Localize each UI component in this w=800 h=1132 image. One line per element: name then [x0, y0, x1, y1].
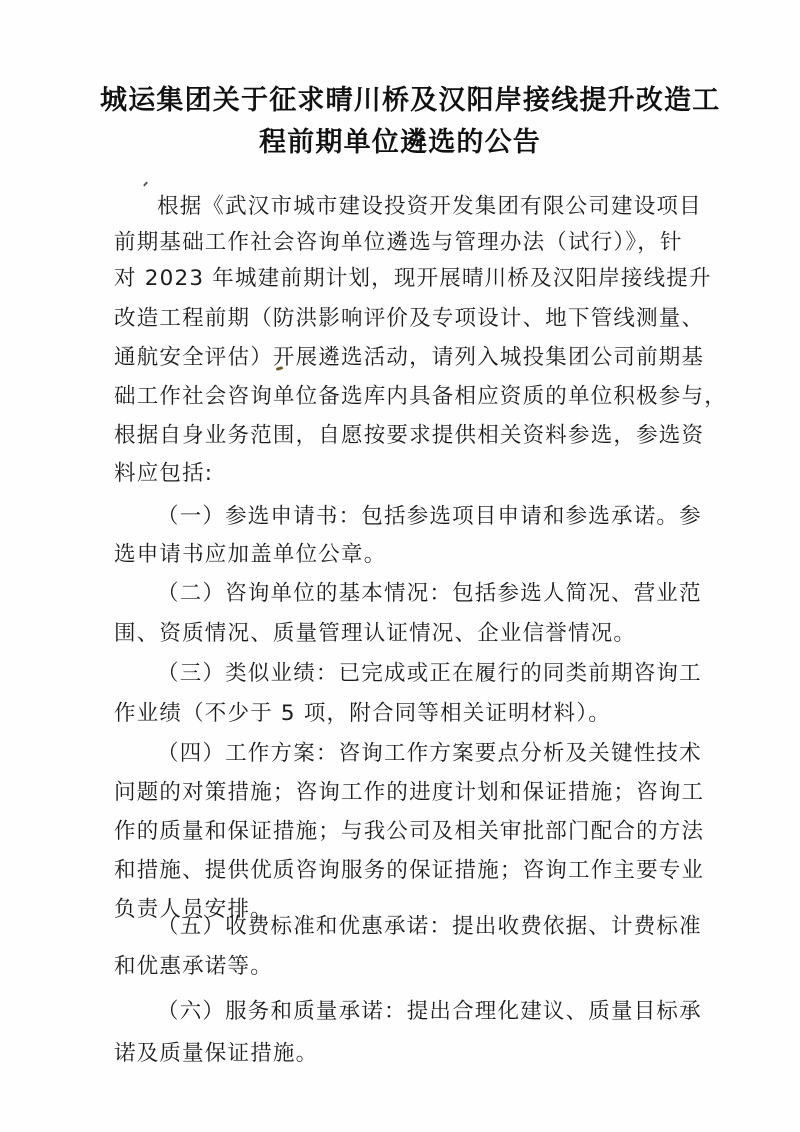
document-title: [100, 80, 721, 164]
text-line: 问题的对策措施；咨询工作的进度计划和保证措施；咨询工: [114, 780, 705, 805]
text-line: （五）收费标准和优惠承诺：提出收费依据、计费标准: [157, 914, 702, 939]
title-line: 城运集团关于征求晴川桥及汉阳岸接线提升改造工: [100, 85, 721, 116]
text-line: （二）咨询单位的基本情况：包括参选人简况、营业范: [157, 581, 702, 606]
text-line: 根据《武汉市城市建设投资开发集团有限公司建设项目: [157, 194, 702, 219]
text-line: 前期基础工作社会咨询单位遴选与管理办法（试行）》，针: [114, 230, 683, 255]
text-line: 改造工程前期（防洪影响评价及专项设计、地下管线测量、: [114, 306, 705, 331]
text-line: 根据自身业务范围，自愿按要求提供相关资料参选，参选资: [114, 423, 705, 448]
text-line: 料应包括:: [114, 461, 214, 486]
text-line: 作的质量和保证措施；与我公司及相关审批部门配合的方法: [114, 819, 705, 844]
text-line: 选申请书应加盖单位公章。: [114, 542, 387, 567]
text-line: 和优惠承诺等。: [114, 954, 273, 979]
text-line: 围、资质情况、质量管理认证情况、企业信誉情况。: [114, 621, 637, 646]
pen-mark: [143, 181, 148, 186]
text-line: 和措施、提供优质咨询服务的保证措施；咨询工作主要专业: [114, 858, 705, 883]
text-line: （一）参选申请书：包括参选项目申请和参选承诺。参: [157, 504, 702, 529]
text-line: 础工作社会咨询单位备选库内具备相应资质的单位积极参与，: [114, 384, 727, 409]
text-line: 作业绩（不少于 5 项，附合同等相关证明材料）。: [114, 701, 611, 726]
text-line: 负责人员安排。: [114, 897, 273, 922]
text-line: （三）类似业绩：已完成或正在履行的同类前期咨询工: [157, 661, 702, 686]
text-line: 诺及质量保证措施。: [114, 1041, 319, 1066]
text-line: （六）服务和质量承诺：提出合理化建议、质量目标承: [157, 999, 702, 1024]
text-line: 对 2023 年城建前期计划，现开展晴川桥及汉阳岸接线提升: [114, 266, 712, 291]
text-line: 通航安全评估）开展遴选活动，请列入城投集团公司前期基: [114, 345, 705, 370]
title-line: 程前期单位遴选的公告: [259, 127, 541, 158]
text-line: （四）工作方案：咨询工作方案要点分析及关键性技术: [157, 741, 702, 766]
